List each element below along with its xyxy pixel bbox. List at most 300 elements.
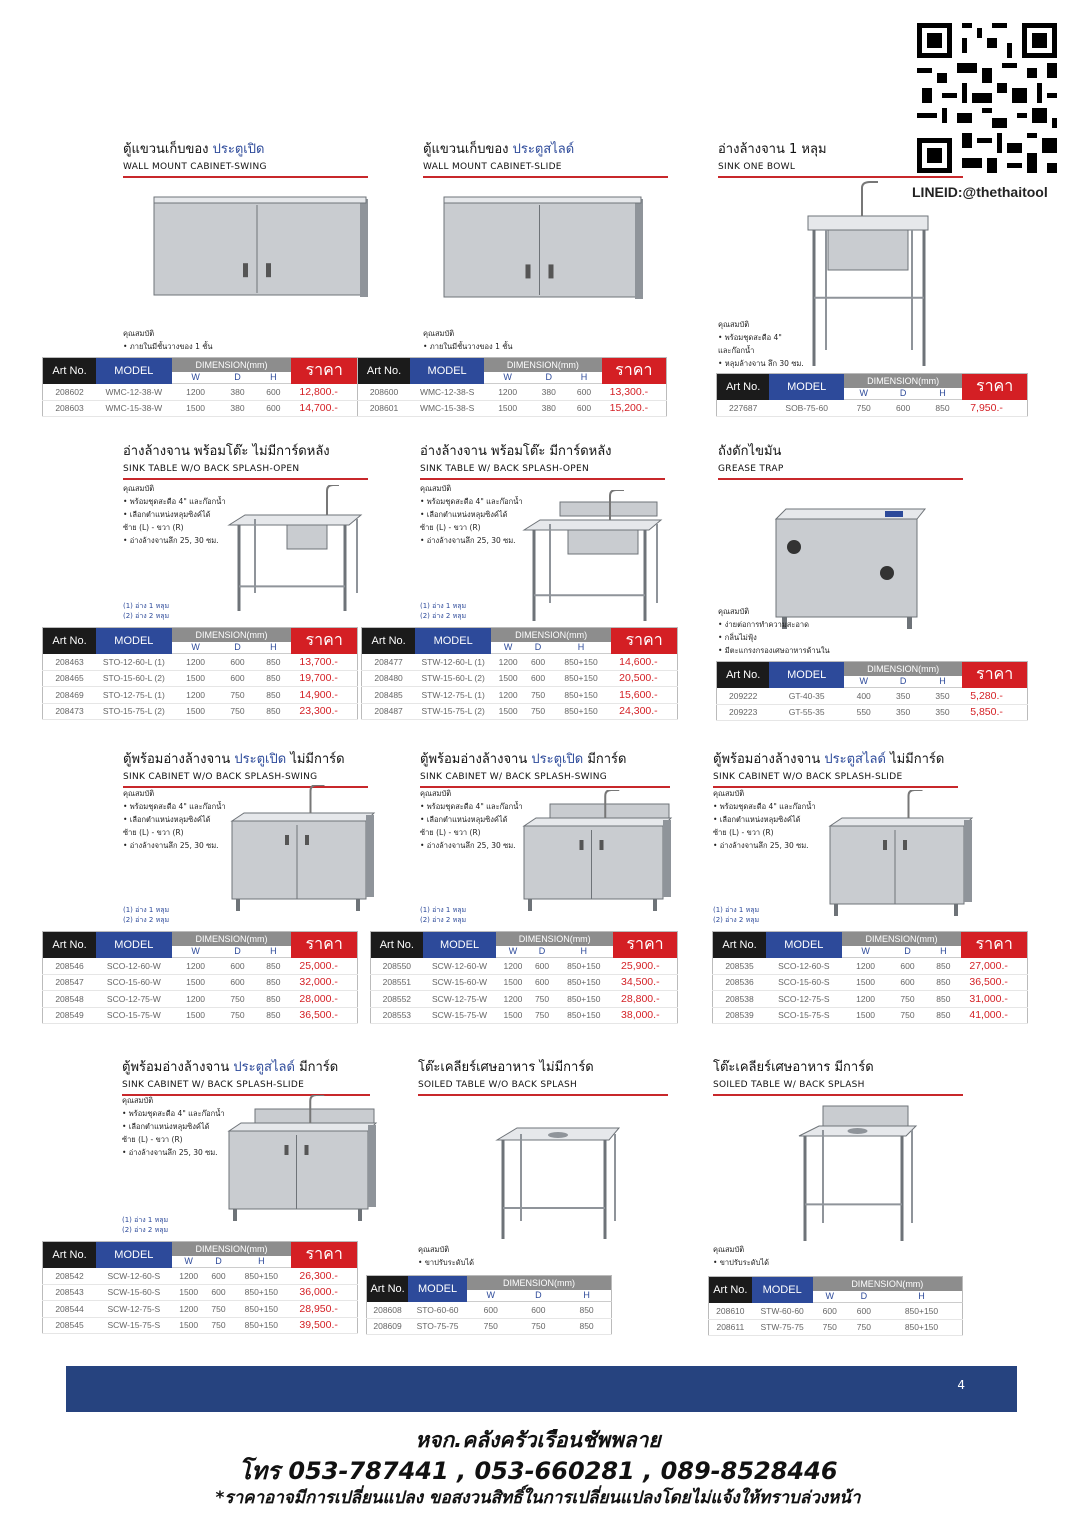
table-cell: 1200 bbox=[491, 687, 525, 704]
table-row bbox=[362, 670, 678, 687]
note-line: (1) อ่าง 1 หลุม bbox=[123, 906, 170, 914]
title-thai bbox=[122, 1056, 370, 1077]
col-dimension: DIMENSION(mm) bbox=[172, 932, 292, 946]
col-h: H bbox=[562, 1290, 611, 1302]
col-art-no: Art No. bbox=[362, 628, 416, 654]
feature-line: • เลือกตำแหน่งหลุมซิงค์ได้ bbox=[123, 815, 211, 824]
col-art-no: Art No. bbox=[713, 932, 767, 958]
col-d: D bbox=[883, 388, 922, 400]
product-title-2 bbox=[423, 138, 668, 178]
table-cell: 850 bbox=[255, 703, 291, 720]
feature-line: • ภายในมีชั้นวางของ 1 ชั้น bbox=[423, 342, 513, 351]
title-thai bbox=[123, 138, 368, 159]
table-cell: STW-12-75-L (1) bbox=[415, 687, 491, 704]
table-cell: SCO-15-60-W bbox=[96, 974, 172, 991]
title-english: SINK TABLE W/ BACK SPLASH-OPEN bbox=[420, 464, 589, 474]
title-thai bbox=[718, 138, 963, 159]
table-cell: 39,500.- bbox=[291, 1317, 357, 1334]
table-cell: 209222 bbox=[717, 688, 770, 705]
table-cell: 1500 bbox=[172, 1284, 206, 1301]
table-cell: 600 bbox=[530, 974, 555, 991]
table-cell: 12,800.- bbox=[291, 384, 357, 401]
col-w: W bbox=[172, 946, 220, 958]
table-cell: 850 bbox=[925, 974, 961, 991]
table-cell: 208608 bbox=[367, 1302, 409, 1319]
table-cell: 750 bbox=[530, 991, 555, 1008]
title-underline bbox=[420, 478, 665, 480]
col-model: MODEL bbox=[769, 374, 844, 400]
col-w: W bbox=[484, 372, 531, 384]
product-title-3 bbox=[718, 138, 963, 178]
table-cell: 850 bbox=[255, 974, 291, 991]
table-cell: 13,300.- bbox=[602, 384, 667, 401]
table-cell: 850+150 bbox=[551, 703, 611, 720]
col-d: D bbox=[220, 946, 256, 958]
table-cell: 28,800.- bbox=[613, 991, 677, 1008]
feature-line: คุณสมบัติ bbox=[718, 607, 750, 616]
title-thai-a: อ่างล้างจาน พร้อมโต๊ะ มีการ์ดหลัง bbox=[420, 444, 612, 459]
feature-line: • ภายในมีชั้นวางของ 1 ชั้น bbox=[123, 342, 213, 351]
col-dimension: DIMENSION(mm) bbox=[844, 374, 962, 388]
title-thai-c: มีการ์ด bbox=[294, 1060, 339, 1075]
table-row bbox=[713, 958, 1028, 975]
phone-numbers: โทร 053-787441 , 053-660281 , 089-8528446 bbox=[238, 1457, 838, 1485]
table-cell: 1200 bbox=[172, 654, 220, 671]
col-d: D bbox=[220, 372, 256, 384]
table-cell: 208551 bbox=[371, 974, 423, 991]
table-cell: 19,700.- bbox=[291, 670, 357, 687]
price-table bbox=[42, 357, 358, 417]
product-features bbox=[420, 787, 523, 852]
table-cell: 750 bbox=[467, 1318, 515, 1335]
table-cell: SCO-12-75-S bbox=[766, 991, 842, 1008]
product-notes bbox=[123, 905, 169, 925]
table-cell: 1500 bbox=[491, 703, 525, 720]
table-cell: 850+150 bbox=[881, 1319, 963, 1336]
col-price: ราคา bbox=[291, 932, 357, 958]
table-row bbox=[367, 1318, 612, 1335]
title-thai-highlight: ประตูเปิด bbox=[234, 752, 287, 767]
col-d: D bbox=[531, 372, 566, 384]
table-cell: 350 bbox=[923, 704, 962, 721]
table-cell: 7,950.- bbox=[962, 400, 1027, 417]
feature-line: • ง่ายต่อการทำความสะอาด bbox=[718, 620, 809, 629]
table-row bbox=[43, 400, 358, 417]
table-cell: 1500 bbox=[496, 1007, 529, 1024]
table-cell: 208487 bbox=[362, 703, 416, 720]
col-price: ราคา bbox=[611, 628, 677, 654]
note-line: (1) อ่าง 1 หลุม bbox=[123, 602, 170, 610]
col-price: ราคา bbox=[291, 358, 357, 384]
price-table bbox=[42, 627, 358, 720]
title-english: SINK TABLE W/O BACK SPLASH-OPEN bbox=[123, 464, 300, 474]
table-cell: 850+150 bbox=[554, 991, 613, 1008]
col-h: H bbox=[881, 1291, 963, 1303]
table-cell: 750 bbox=[220, 1007, 256, 1024]
col-art-no: Art No. bbox=[43, 932, 97, 958]
table-cell: 600 bbox=[525, 654, 551, 671]
feature-line: • อ่างล้างจานลึก 25, 30 ซม. bbox=[123, 536, 219, 545]
table-cell: 41,000.- bbox=[961, 1007, 1027, 1024]
product-image-10 bbox=[225, 1095, 380, 1229]
title-thai-a: ตู้พร้อมอ่างล้างจาน bbox=[123, 752, 235, 767]
col-h: H bbox=[551, 642, 611, 654]
feature-line: • ขาปรับระดับได้ bbox=[418, 1258, 475, 1267]
col-price: ราคา bbox=[961, 932, 1027, 958]
table-cell: 600 bbox=[255, 384, 291, 401]
table-cell: 1200 bbox=[172, 384, 220, 401]
table-cell: 208465 bbox=[43, 670, 97, 687]
table-row bbox=[43, 1007, 358, 1024]
table-cell: 600 bbox=[220, 654, 256, 671]
col-art-no: Art No. bbox=[43, 628, 97, 654]
table-cell: 208469 bbox=[43, 687, 97, 704]
feature-line: • อ่างล้างจานลึก 25, 30 ซม. bbox=[123, 841, 219, 850]
table-cell: SCO-15-60-S bbox=[766, 974, 842, 991]
table-cell: 850 bbox=[255, 958, 291, 975]
footer-bar bbox=[66, 1366, 1017, 1412]
title-thai-a: ตู้แขวนเก็บของ bbox=[123, 142, 213, 157]
table-row bbox=[43, 654, 358, 671]
table-row bbox=[717, 704, 1028, 721]
title-english: GREASE TRAP bbox=[718, 464, 784, 474]
table-cell: 208485 bbox=[362, 687, 416, 704]
table-cell: 600 bbox=[525, 670, 551, 687]
feature-line: คุณสมบัติ bbox=[123, 329, 155, 338]
col-w: W bbox=[496, 946, 529, 958]
title-thai-a: ตู้พร้อมอ่างล้างจาน bbox=[713, 752, 825, 767]
table-cell: 24,300.- bbox=[611, 703, 677, 720]
title-english: SINK CABINET W/O BACK SPLASH-SLIDE bbox=[713, 772, 903, 782]
product-title-1 bbox=[123, 138, 368, 178]
price-table bbox=[370, 931, 678, 1024]
title-thai-a: โต๊ะเคลียร์เศษอาหาร ไม่มีการ์ด bbox=[418, 1060, 594, 1075]
table-cell: 1500 bbox=[172, 703, 220, 720]
feature-line: ซ้าย (L) - ขวา (R) bbox=[420, 828, 481, 837]
table-cell: 750 bbox=[530, 1007, 555, 1024]
table-cell: 750 bbox=[813, 1319, 847, 1336]
line-id: LINEID:@thethaitool bbox=[912, 184, 1048, 200]
feature-line: ซ้าย (L) - ขวา (R) bbox=[420, 523, 481, 532]
col-d: D bbox=[847, 1291, 881, 1303]
table-cell: STO-75-75 bbox=[408, 1318, 467, 1335]
feature-line: • เลือกตำแหน่งหลุมซิงค์ได้ bbox=[713, 815, 801, 824]
col-h: H bbox=[255, 642, 291, 654]
table-cell: 350 bbox=[883, 704, 922, 721]
table-cell: 23,300.- bbox=[291, 703, 357, 720]
title-thai bbox=[713, 1056, 963, 1077]
col-art-no: Art No. bbox=[709, 1277, 752, 1303]
title-thai-a: อ่างล้างจาน พร้อมโต๊ะ ไม่มีการ์ดหลัง bbox=[123, 444, 330, 459]
col-w: W bbox=[467, 1290, 515, 1302]
col-dimension: DIMENSION(mm) bbox=[844, 662, 962, 676]
feature-line: • พร้อมชุดสะดือ 4" และก๊อกน้ำ bbox=[420, 497, 523, 506]
table-cell: 1200 bbox=[172, 991, 220, 1008]
feature-line: • อ่างล้างจานลึก 25, 30 ซม. bbox=[420, 536, 516, 545]
title-thai bbox=[713, 748, 958, 769]
table-cell: 1200 bbox=[842, 958, 890, 975]
table-cell: SCW-12-75-S bbox=[96, 1301, 172, 1318]
product-image-7 bbox=[228, 785, 378, 919]
title-thai-c: ไม่มีการ์ด bbox=[885, 752, 945, 767]
title-underline bbox=[718, 176, 963, 178]
title-thai bbox=[423, 138, 668, 159]
table-cell: 850+150 bbox=[231, 1301, 291, 1318]
table-cell: STO-12-75-L (1) bbox=[96, 687, 172, 704]
table-cell: 1200 bbox=[172, 1301, 206, 1318]
feature-line: ซ้าย (L) - ขวา (R) bbox=[123, 828, 184, 837]
col-price: ราคา bbox=[602, 358, 667, 384]
title-english: WALL MOUNT CABINET-SLIDE bbox=[423, 162, 562, 172]
col-art-no: Art No. bbox=[367, 1276, 409, 1302]
table-cell: SCW-12-75-W bbox=[423, 991, 497, 1008]
col-model: MODEL bbox=[96, 358, 172, 384]
table-cell: 1200 bbox=[172, 1268, 206, 1285]
title-thai bbox=[418, 1056, 668, 1077]
table-cell: 208602 bbox=[43, 384, 97, 401]
feature-line: • พร้อมชุดสะดือ 4" และก๊อกน้ำ bbox=[123, 802, 226, 811]
product-features bbox=[123, 787, 226, 852]
table-cell: 1500 bbox=[172, 400, 220, 417]
product-notes bbox=[420, 601, 466, 621]
feature-line: คุณสมบัติ bbox=[420, 789, 452, 798]
col-dimension: DIMENSION(mm) bbox=[172, 628, 292, 642]
table-cell: 1200 bbox=[842, 991, 890, 1008]
note-line: (2) อ่าง 2 หลุม bbox=[420, 916, 467, 924]
price-table bbox=[42, 1241, 358, 1334]
feature-line: • ขาปรับระดับได้ bbox=[713, 1258, 770, 1267]
table-cell: 1500 bbox=[491, 670, 525, 687]
table-row bbox=[43, 703, 358, 720]
table-cell: 1200 bbox=[484, 384, 531, 401]
col-dimension: DIMENSION(mm) bbox=[172, 1242, 292, 1256]
feature-line: คุณสมบัติ bbox=[420, 484, 452, 493]
feature-line: • พร้อมชุดสะดือ 4" และก๊อกน้ำ bbox=[420, 802, 523, 811]
table-cell: SCO-12-60-W bbox=[96, 958, 172, 975]
table-cell: 850 bbox=[255, 991, 291, 1008]
table-cell: 15,600.- bbox=[611, 687, 677, 704]
product-title-4 bbox=[123, 440, 368, 480]
table-cell: 208610 bbox=[709, 1303, 752, 1320]
table-cell: 850+150 bbox=[231, 1317, 291, 1334]
table-cell: 208463 bbox=[43, 654, 97, 671]
table-cell: 1500 bbox=[496, 974, 529, 991]
title-underline bbox=[713, 1094, 963, 1096]
table-row bbox=[367, 1302, 612, 1319]
title-underline bbox=[123, 176, 368, 178]
table-cell: 208550 bbox=[371, 958, 423, 975]
feature-line: • พร้อมชุดสะดือ 4" และก๊อกน้ำ bbox=[123, 497, 226, 506]
table-cell: 750 bbox=[890, 991, 926, 1008]
product-image-4 bbox=[225, 485, 365, 619]
note-line: (1) อ่าง 1 หลุม bbox=[420, 602, 467, 610]
table-row bbox=[358, 384, 667, 401]
table-cell: 1500 bbox=[172, 1007, 220, 1024]
col-art-no: Art No. bbox=[371, 932, 423, 958]
feature-line: คุณสมบัติ bbox=[418, 1245, 450, 1254]
col-w: W bbox=[172, 372, 220, 384]
table-cell: 600 bbox=[883, 400, 922, 417]
title-thai bbox=[123, 440, 368, 461]
company-name: หจก.คลังครัวเรือนชัพพลาย bbox=[415, 1428, 661, 1452]
table-cell: 600 bbox=[890, 958, 926, 975]
table-cell: 850+150 bbox=[554, 1007, 613, 1024]
table-cell: STO-15-75-L (2) bbox=[96, 703, 172, 720]
product-notes bbox=[123, 601, 169, 621]
product-features bbox=[122, 1094, 225, 1159]
feature-line: คุณสมบัติ bbox=[713, 789, 745, 798]
table-row bbox=[371, 1007, 678, 1024]
table-row bbox=[43, 1284, 358, 1301]
feature-line: • พร้อมชุดสะดือ 4" และก๊อกน้ำ bbox=[713, 802, 816, 811]
product-notes bbox=[420, 905, 466, 925]
col-h: H bbox=[925, 946, 961, 958]
table-cell: WMC-12-38-W bbox=[96, 384, 172, 401]
table-cell: 850 bbox=[255, 1007, 291, 1024]
table-cell: 1500 bbox=[172, 670, 220, 687]
table-cell: 850+150 bbox=[551, 654, 611, 671]
feature-line: • อ่างล้างจานลึก 25, 30 ซม. bbox=[713, 841, 809, 850]
feature-line: • เลือกตำแหน่งหลุมซิงค์ได้ bbox=[123, 510, 211, 519]
col-art-no: Art No. bbox=[717, 662, 770, 688]
table-cell: 208538 bbox=[713, 991, 767, 1008]
table-cell: 850+150 bbox=[551, 687, 611, 704]
feature-line: ซ้าย (L) - ขวา (R) bbox=[122, 1135, 183, 1144]
table-cell: 208549 bbox=[43, 1007, 97, 1024]
table-cell: 750 bbox=[844, 400, 883, 417]
table-row bbox=[362, 703, 678, 720]
table-cell: 208603 bbox=[43, 400, 97, 417]
table-cell: 208611 bbox=[709, 1319, 752, 1336]
price-table bbox=[357, 357, 667, 417]
table-row bbox=[43, 1301, 358, 1318]
table-cell: 1500 bbox=[172, 974, 220, 991]
table-cell: 850+150 bbox=[231, 1284, 291, 1301]
table-cell: 600 bbox=[530, 958, 555, 975]
table-cell: 1500 bbox=[484, 400, 531, 417]
price-table bbox=[712, 931, 1028, 1024]
table-cell: 850 bbox=[255, 687, 291, 704]
table-cell: 208480 bbox=[362, 670, 416, 687]
table-cell: 13,700.- bbox=[291, 654, 357, 671]
title-thai-c: มีการ์ด bbox=[583, 752, 627, 767]
table-cell: 850 bbox=[562, 1318, 611, 1335]
table-cell: 208539 bbox=[713, 1007, 767, 1024]
product-features bbox=[718, 605, 830, 657]
table-cell: STW-15-75-L (2) bbox=[415, 703, 491, 720]
table-row bbox=[371, 991, 678, 1008]
table-row bbox=[43, 670, 358, 687]
table-row bbox=[43, 958, 358, 975]
title-thai bbox=[420, 748, 670, 769]
col-w: W bbox=[813, 1291, 847, 1303]
col-h: H bbox=[923, 388, 962, 400]
table-cell: 208609 bbox=[367, 1318, 409, 1335]
product-features bbox=[423, 327, 512, 353]
feature-line: ซ้าย (L) - ขวา (R) bbox=[123, 523, 184, 532]
table-cell: 32,000.- bbox=[291, 974, 357, 991]
table-cell: 36,500.- bbox=[291, 1007, 357, 1024]
product-features bbox=[420, 482, 523, 547]
col-model: MODEL bbox=[96, 932, 172, 958]
table-cell: 208535 bbox=[713, 958, 767, 975]
col-art-no: Art No. bbox=[358, 358, 411, 384]
table-cell: SCO-15-75-W bbox=[96, 1007, 172, 1024]
col-model: MODEL bbox=[769, 662, 844, 688]
feature-line: คุณสมบัติ bbox=[713, 1245, 745, 1254]
product-image-12 bbox=[795, 1100, 920, 1249]
table-cell: 350 bbox=[923, 688, 962, 705]
note-line: (2) อ่าง 2 หลุม bbox=[123, 612, 170, 620]
product-title-12 bbox=[713, 1056, 963, 1096]
table-row bbox=[713, 1007, 1028, 1024]
note-line: (1) อ่าง 1 หลุม bbox=[713, 906, 760, 914]
table-cell: SCW-15-75-S bbox=[96, 1317, 172, 1334]
feature-line: ซ้าย (L) - ขวา (R) bbox=[713, 828, 774, 837]
col-dimension: DIMENSION(mm) bbox=[172, 358, 292, 372]
table-cell: 14,600.- bbox=[611, 654, 677, 671]
table-cell: 208477 bbox=[362, 654, 416, 671]
table-cell: 208544 bbox=[43, 1301, 97, 1318]
col-art-no: Art No. bbox=[43, 358, 97, 384]
price-table bbox=[42, 931, 358, 1024]
table-cell: 750 bbox=[890, 1007, 926, 1024]
feature-line: • อ่างล้างจานลึก 25, 30 ซม. bbox=[420, 841, 516, 850]
table-cell: STO-60-60 bbox=[408, 1302, 467, 1319]
table-cell: 380 bbox=[220, 400, 256, 417]
table-cell: 208543 bbox=[43, 1284, 97, 1301]
col-dimension: DIMENSION(mm) bbox=[491, 628, 611, 642]
table-cell: 750 bbox=[220, 687, 256, 704]
table-cell: SCW-15-60-W bbox=[423, 974, 497, 991]
feature-line: • เลือกตำแหน่งหลุมซิงค์ได้ bbox=[420, 510, 508, 519]
table-cell: 208553 bbox=[371, 1007, 423, 1024]
table-cell: 38,000.- bbox=[613, 1007, 677, 1024]
title-thai-a: ตู้พร้อมอ่างล้างจาน bbox=[420, 752, 532, 767]
table-cell: 15,200.- bbox=[602, 400, 667, 417]
col-model: MODEL bbox=[752, 1277, 813, 1303]
table-cell: GT-55-35 bbox=[769, 704, 844, 721]
title-thai-c: ไม่มีการ์ด bbox=[286, 752, 345, 767]
price-table bbox=[708, 1276, 963, 1336]
table-row bbox=[371, 958, 678, 975]
table-cell: 600 bbox=[813, 1303, 847, 1320]
col-d: D bbox=[530, 946, 555, 958]
table-cell: 227687 bbox=[717, 400, 770, 417]
table-row bbox=[43, 384, 358, 401]
feature-line: คุณสมบัติ bbox=[423, 329, 455, 338]
table-row bbox=[43, 1268, 358, 1285]
table-cell: 600 bbox=[566, 384, 601, 401]
table-cell: 5,280.- bbox=[962, 688, 1027, 705]
table-cell: 600 bbox=[220, 958, 256, 975]
table-cell: 400 bbox=[844, 688, 883, 705]
table-cell: 600 bbox=[255, 400, 291, 417]
table-cell: 208542 bbox=[43, 1268, 97, 1285]
table-cell: 25,900.- bbox=[613, 958, 677, 975]
col-dimension: DIMENSION(mm) bbox=[467, 1276, 612, 1290]
table-cell: 600 bbox=[847, 1303, 881, 1320]
page-number: 4 bbox=[957, 1378, 965, 1392]
table-cell: 850+150 bbox=[554, 974, 613, 991]
price-table bbox=[366, 1275, 612, 1335]
table-cell: 750 bbox=[220, 703, 256, 720]
table-cell: WMC-12-38-S bbox=[410, 384, 484, 401]
table-cell: WMC-15-38-S bbox=[410, 400, 484, 417]
table-cell: 25,000.- bbox=[291, 958, 357, 975]
table-row bbox=[362, 687, 678, 704]
title-english: SINK CABINET W/ BACK SPLASH-SLIDE bbox=[122, 1080, 305, 1090]
